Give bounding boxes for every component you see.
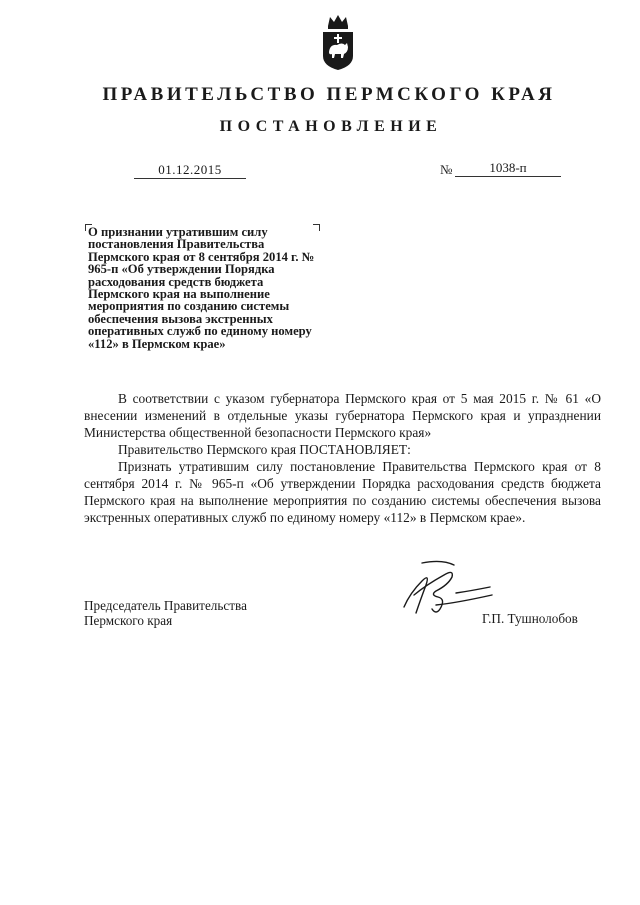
signatory-title [84,598,247,628]
signatory-title-line2: Пермского края [84,613,173,628]
document-type: ПОСТАНОВЛЕНИЕ [219,118,443,135]
document-date: 01.12.2015 [134,162,246,179]
document-number: 1038-п [455,160,561,177]
body-paragraph-decision: Признать утратившим силу постановление Правительства Пермского края от 8 сентября 2014 г. № 965-п «Об утверждении Порядка расходования средств бюджета Пермского края на выполнение мероприятия по созданию системы обеспечения вызова экстренных оперативных служб по единому номеру «112» в Пермском крае». [84,459,601,525]
body-paragraph-basis: В соответствии с указом губернатора Пермского края от 5 мая 2015 г. № 61 «О внесении изменений в отдельные указы губернатора Пермского края и упразднении Министерства общественной безопасности Пермского края» [84,391,601,440]
body-paragraph-resolves: Правительство Пермского края ПОСТАНОВЛЯЕТ: [118,442,411,457]
signatory-name: Г.П. Тушнолобов [482,611,578,626]
number-sign: № [440,162,453,177]
coat-of-arms-icon [318,12,358,72]
document-body [84,390,601,526]
signatory-title-line1: Председатель Правительства [84,598,247,613]
document-subject: О признании утратившим силу постановления Правительства Пермского края от 8 сентября 2014 г. № 965-п «Об утверждении Порядка расходования средств бюджета Пермского края на выполнение мероприятия по созданию системы обеспечения вызова экстренных оперативных служб по единому номеру «112» в Пермском крае» [88,225,315,351]
handwritten-signature [396,555,494,627]
organization-title: ПРАВИТЕЛЬСТВО ПЕРМСКОГО КРАЯ [102,84,556,105]
